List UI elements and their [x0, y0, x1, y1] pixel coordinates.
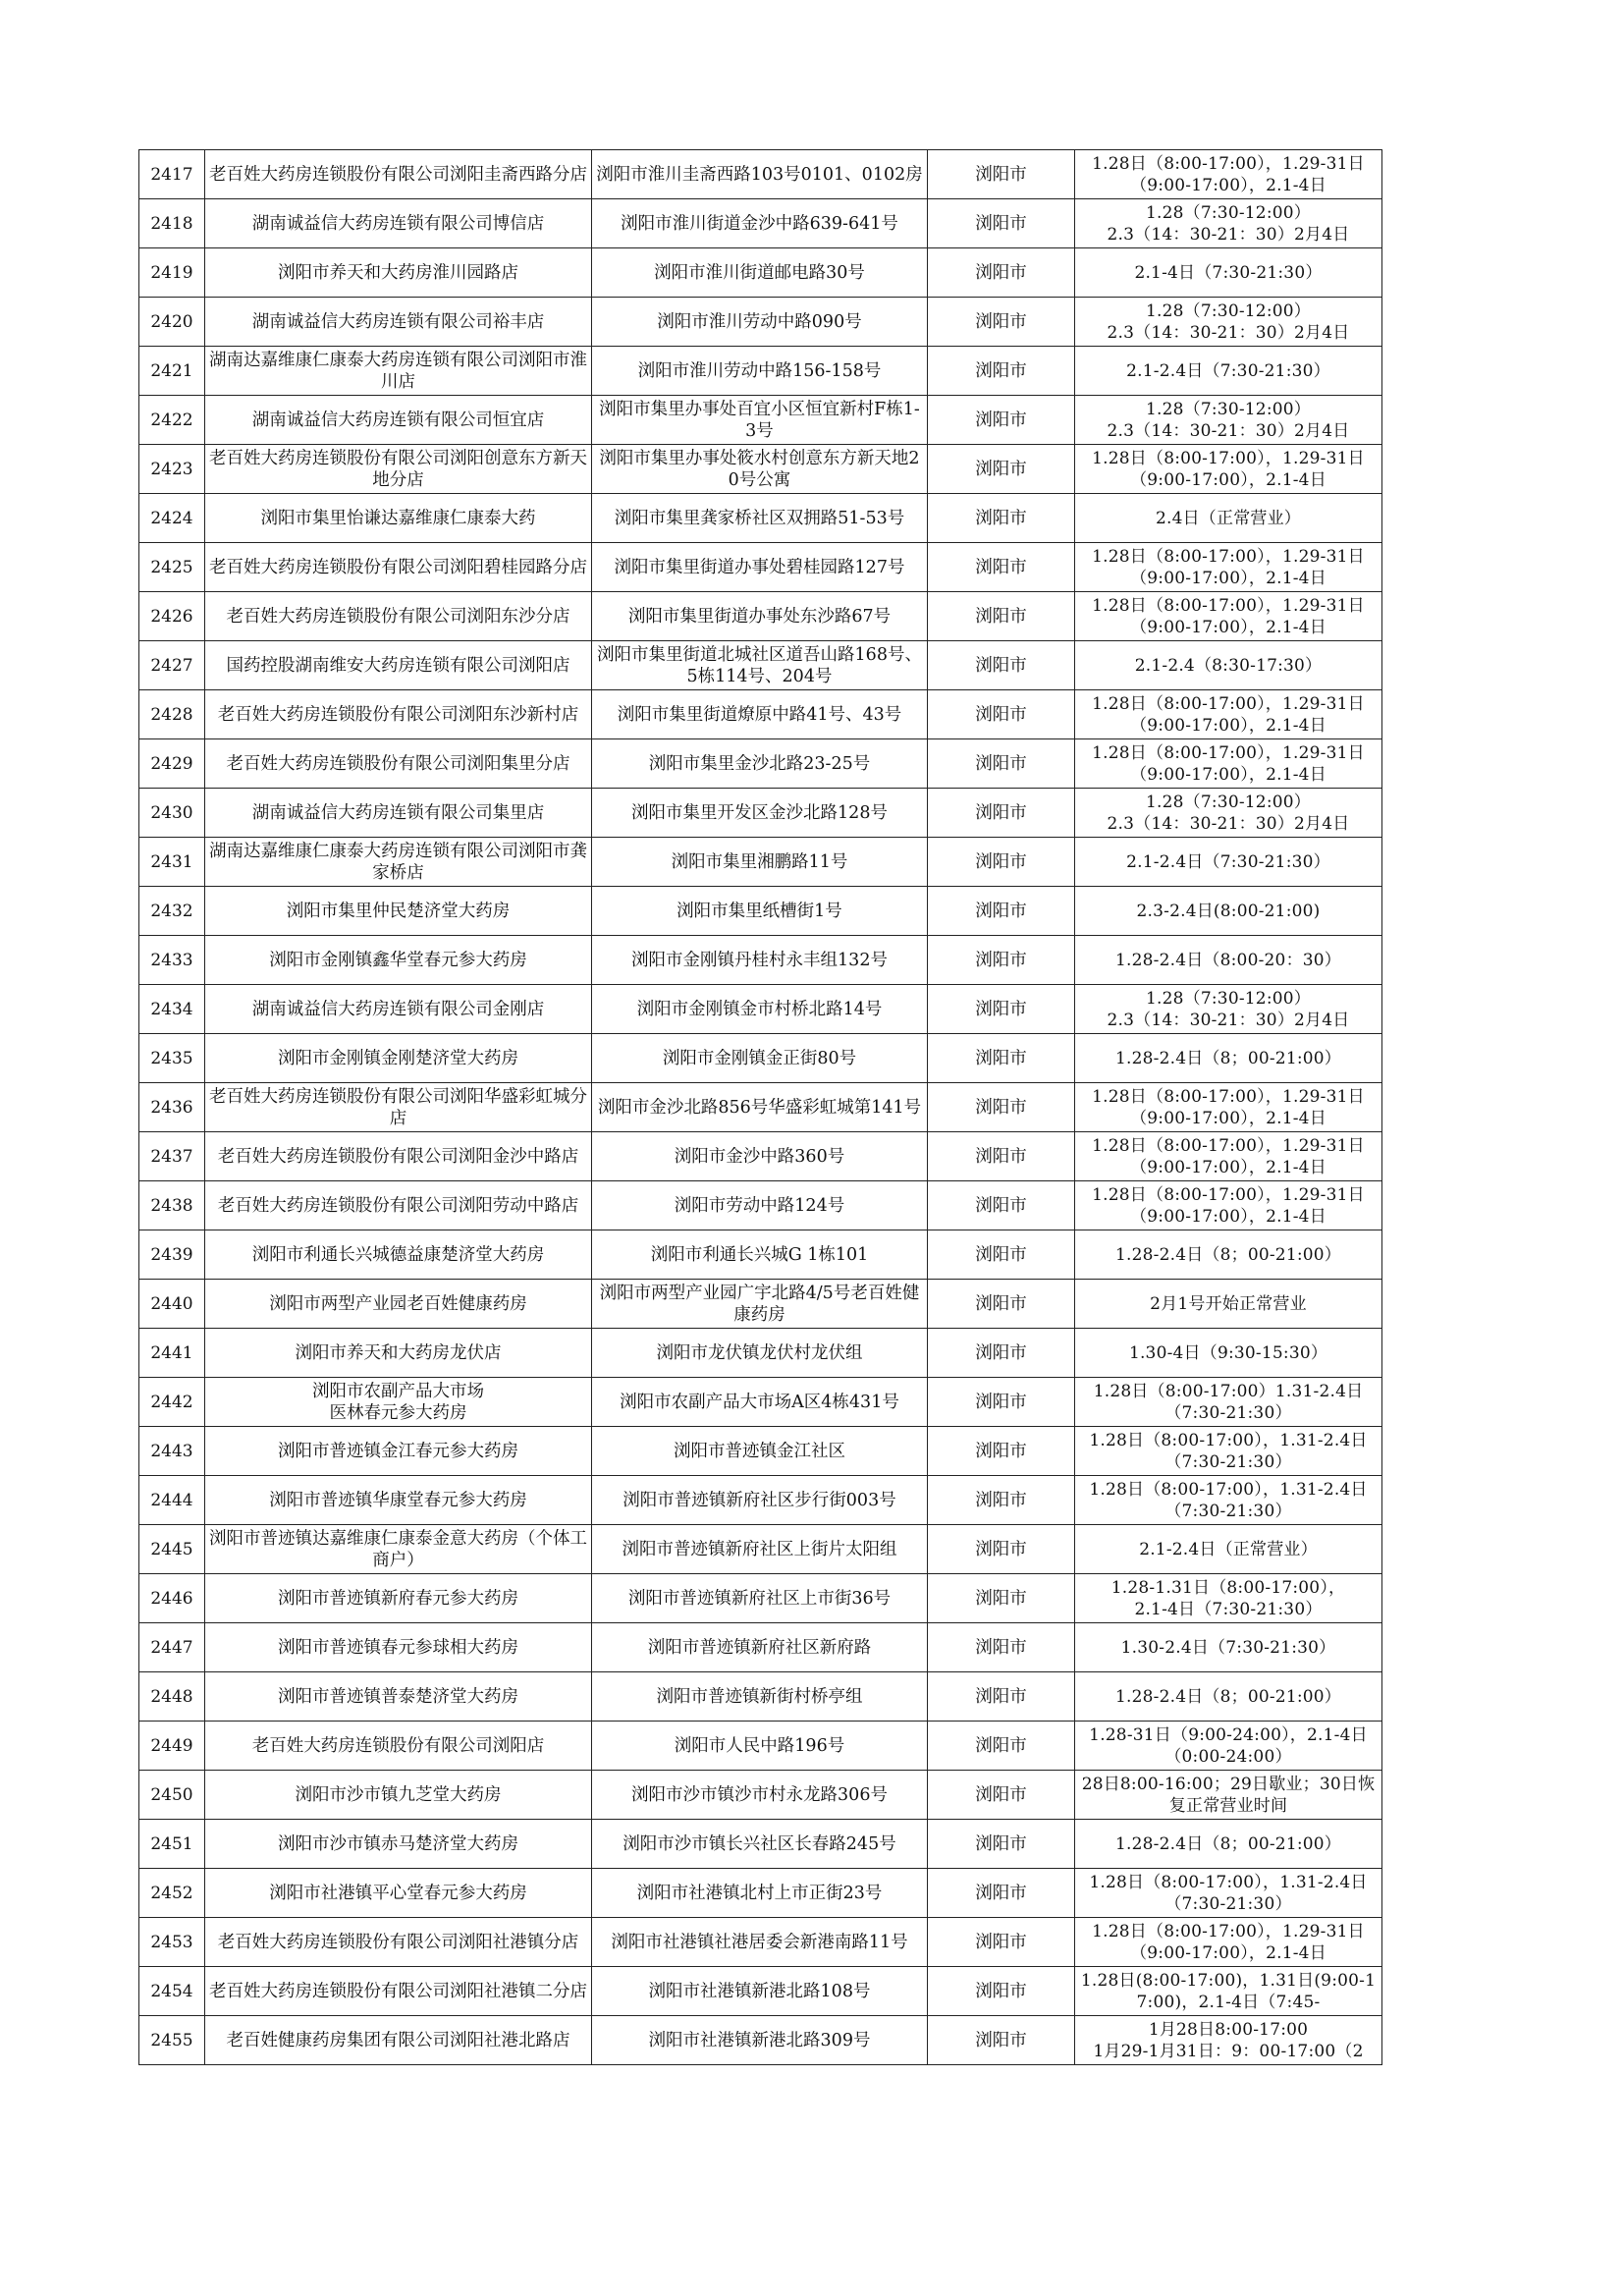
city-cell: 浏阳市	[928, 887, 1075, 936]
table-row	[139, 1230, 1382, 1280]
row-number: 2443	[139, 1427, 205, 1476]
city-cell: 浏阳市	[928, 739, 1075, 789]
business-hours: 1.28日（8:00-17:00），1.29-31日（9:00-17:00），2.1-4日	[1075, 445, 1382, 494]
pharmacy-name: 老百姓大药房连锁股份有限公司浏阳碧桂园路分店	[205, 543, 592, 592]
pharmacy-address: 浏阳市集里纸槽街1号	[592, 887, 928, 936]
business-hours: 1.28日（8:00-17:00），1.31-2.4日（7:30-21:30）	[1075, 1869, 1382, 1918]
pharmacy-name: 湖南诚益信大药房连锁有限公司金刚店	[205, 985, 592, 1034]
row-number: 2426	[139, 592, 205, 641]
table-body	[139, 150, 1382, 2065]
pharmacy-address: 浏阳市淮川街道邮电路30号	[592, 248, 928, 298]
pharmacy-name: 老百姓大药房连锁股份有限公司浏阳社港镇分店	[205, 1918, 592, 1967]
row-number: 2417	[139, 150, 205, 199]
pharmacy-address: 浏阳市社港镇北村上市正街23号	[592, 1869, 928, 1918]
table-row	[139, 1525, 1382, 1574]
row-number: 2431	[139, 838, 205, 887]
business-hours: 2.3-2.4日(8:00-21:00)	[1075, 887, 1382, 936]
pharmacy-name: 老百姓大药房连锁股份有限公司浏阳劳动中路店	[205, 1181, 592, 1230]
pharmacy-name: 浏阳市两型产业园老百姓健康药房	[205, 1280, 592, 1329]
row-number: 2441	[139, 1329, 205, 1378]
table-row	[139, 1918, 1382, 1967]
pharmacy-table	[138, 149, 1382, 2065]
business-hours: 1.28日（8:00-17:00），1.29-31日（9:00-17:00），2.1-4日	[1075, 150, 1382, 199]
city-cell: 浏阳市	[928, 396, 1075, 445]
pharmacy-name: 浏阳市普迹镇春元参球相大药房	[205, 1623, 592, 1672]
business-hours: 1.28（7:30-12:00） 2.3（14：30-21：30）2月4日	[1075, 985, 1382, 1034]
pharmacy-name: 浏阳市养天和大药房淮川园路店	[205, 248, 592, 298]
row-number: 2438	[139, 1181, 205, 1230]
table-row	[139, 838, 1382, 887]
pharmacy-address: 浏阳市劳动中路124号	[592, 1181, 928, 1230]
row-number: 2451	[139, 1820, 205, 1869]
row-number: 2422	[139, 396, 205, 445]
business-hours: 1.28（7:30-12:00） 2.3（14：30-21：30）2月4日	[1075, 789, 1382, 838]
table-row	[139, 1181, 1382, 1230]
city-cell: 浏阳市	[928, 445, 1075, 494]
table-row	[139, 298, 1382, 347]
pharmacy-address: 浏阳市集里开发区金沙北路128号	[592, 789, 928, 838]
row-number: 2449	[139, 1722, 205, 1771]
pharmacy-name: 老百姓大药房连锁股份有限公司浏阳创意东方新天地分店	[205, 445, 592, 494]
city-cell: 浏阳市	[928, 1574, 1075, 1623]
pharmacy-address: 浏阳市普迹镇金江社区	[592, 1427, 928, 1476]
pharmacy-name: 浏阳市利通长兴城德益康楚济堂大药房	[205, 1230, 592, 1280]
city-cell: 浏阳市	[928, 1476, 1075, 1525]
pharmacy-address: 浏阳市社港镇新港北路309号	[592, 2016, 928, 2065]
pharmacy-address: 浏阳市金刚镇金正街80号	[592, 1034, 928, 1083]
row-number: 2428	[139, 690, 205, 739]
pharmacy-name: 浏阳市普迹镇普泰楚济堂大药房	[205, 1672, 592, 1722]
table-row	[139, 248, 1382, 298]
business-hours: 1.28-2.4日（8:00-20：30）	[1075, 936, 1382, 985]
row-number: 2444	[139, 1476, 205, 1525]
city-cell: 浏阳市	[928, 1034, 1075, 1083]
pharmacy-address: 浏阳市金刚镇金市村桥北路14号	[592, 985, 928, 1034]
pharmacy-address: 浏阳市普迹镇新府社区步行街003号	[592, 1476, 928, 1525]
pharmacy-name: 湖南诚益信大药房连锁有限公司裕丰店	[205, 298, 592, 347]
business-hours: 1.28日（8:00-17:00），1.31-2.4日（7:30-21:30）	[1075, 1476, 1382, 1525]
city-cell: 浏阳市	[928, 1722, 1075, 1771]
pharmacy-name: 浏阳市养天和大药房龙伏店	[205, 1329, 592, 1378]
business-hours: 1.28（7:30-12:00） 2.3（14：30-21：30）2月4日	[1075, 298, 1382, 347]
city-cell: 浏阳市	[928, 985, 1075, 1034]
pharmacy-name: 浏阳市普迹镇金江春元参大药房	[205, 1427, 592, 1476]
row-number: 2450	[139, 1771, 205, 1820]
row-number: 2435	[139, 1034, 205, 1083]
row-number: 2419	[139, 248, 205, 298]
table-row	[139, 1132, 1382, 1181]
pharmacy-address: 浏阳市金沙北路856号华盛彩虹城第141号	[592, 1083, 928, 1132]
city-cell: 浏阳市	[928, 592, 1075, 641]
row-number: 2447	[139, 1623, 205, 1672]
city-cell: 浏阳市	[928, 1820, 1075, 1869]
business-hours: 1.28日（8:00-17:00），1.29-31日（9:00-17:00），2.1-4日	[1075, 543, 1382, 592]
pharmacy-address: 浏阳市普迹镇新府社区上市街36号	[592, 1574, 928, 1623]
business-hours: 2.1-2.4日（7:30-21:30）	[1075, 838, 1382, 887]
business-hours: 2.1-4日（7:30-21:30）	[1075, 248, 1382, 298]
table-row	[139, 887, 1382, 936]
business-hours: 2.4日（正常营业）	[1075, 494, 1382, 543]
row-number: 2424	[139, 494, 205, 543]
table-row	[139, 641, 1382, 690]
table-row	[139, 1034, 1382, 1083]
city-cell: 浏阳市	[928, 690, 1075, 739]
table-row	[139, 690, 1382, 739]
city-cell: 浏阳市	[928, 2016, 1075, 2065]
pharmacy-name: 湖南达嘉维康仁康泰大药房连锁有限公司浏阳市淮川店	[205, 347, 592, 396]
table-row	[139, 789, 1382, 838]
row-number: 2433	[139, 936, 205, 985]
city-cell: 浏阳市	[928, 936, 1075, 985]
pharmacy-address: 浏阳市集里湘鹏路11号	[592, 838, 928, 887]
business-hours: 1.28（7:30-12:00） 2.3（14：30-21：30）2月4日	[1075, 199, 1382, 248]
table-row	[139, 1427, 1382, 1476]
city-cell: 浏阳市	[928, 789, 1075, 838]
business-hours: 1.28-2.4日（8；00-21:00）	[1075, 1672, 1382, 1722]
pharmacy-name: 浏阳市金刚镇鑫华堂春元参大药房	[205, 936, 592, 985]
table-row	[139, 396, 1382, 445]
row-number: 2455	[139, 2016, 205, 2065]
pharmacy-name: 老百姓大药房连锁股份有限公司浏阳金沙中路店	[205, 1132, 592, 1181]
pharmacy-name: 浏阳市集里仲民楚济堂大药房	[205, 887, 592, 936]
business-hours: 1.28日（8:00-17:00），1.31-2.4日（7:30-21:30）	[1075, 1427, 1382, 1476]
table-row	[139, 592, 1382, 641]
pharmacy-name: 浏阳市金刚镇金刚楚济堂大药房	[205, 1034, 592, 1083]
city-cell: 浏阳市	[928, 1967, 1075, 2016]
pharmacy-address: 浏阳市普迹镇新街村桥亭组	[592, 1672, 928, 1722]
table-row	[139, 985, 1382, 1034]
pharmacy-name: 湖南达嘉维康仁康泰大药房连锁有限公司浏阳市龚家桥店	[205, 838, 592, 887]
row-number: 2423	[139, 445, 205, 494]
pharmacy-address: 浏阳市集里办事处百宜小区恒宜新村F栋1-3号	[592, 396, 928, 445]
table-row	[139, 1722, 1382, 1771]
pharmacy-name: 国药控股湖南维安大药房连锁有限公司浏阳店	[205, 641, 592, 690]
business-hours: 1.28日（8:00-17:00），1.29-31日（9:00-17:00），2.1-4日	[1075, 690, 1382, 739]
row-number: 2418	[139, 199, 205, 248]
row-number: 2425	[139, 543, 205, 592]
row-number: 2437	[139, 1132, 205, 1181]
table-row	[139, 1476, 1382, 1525]
city-cell: 浏阳市	[928, 248, 1075, 298]
row-number: 2421	[139, 347, 205, 396]
business-hours: 1.28日（8:00-17:00）1.31-2.4日（7:30-21:30）	[1075, 1378, 1382, 1427]
pharmacy-address: 浏阳市沙市镇沙市村永龙路306号	[592, 1771, 928, 1820]
city-cell: 浏阳市	[928, 1869, 1075, 1918]
city-cell: 浏阳市	[928, 1378, 1075, 1427]
table-row	[139, 1623, 1382, 1672]
pharmacy-name: 浏阳市普迹镇达嘉维康仁康泰金意大药房（个体工商户）	[205, 1525, 592, 1574]
city-cell: 浏阳市	[928, 150, 1075, 199]
pharmacy-address: 浏阳市利通长兴城G 1栋101	[592, 1230, 928, 1280]
pharmacy-address: 浏阳市集里街道办事处碧桂园路127号	[592, 543, 928, 592]
city-cell: 浏阳市	[928, 1918, 1075, 1967]
business-hours: 1.28日(8:00-17:00)，1.31日(9:00-17:00)，2.1-4日（7:45-	[1075, 1967, 1382, 2016]
business-hours: 2.1-2.4日（7:30-21:30）	[1075, 347, 1382, 396]
document-page	[138, 149, 1381, 2065]
row-number: 2453	[139, 1918, 205, 1967]
pharmacy-address: 浏阳市龙伏镇龙伏村龙伏组	[592, 1329, 928, 1378]
row-number: 2427	[139, 641, 205, 690]
table-row	[139, 1672, 1382, 1722]
pharmacy-name: 老百姓大药房连锁股份有限公司浏阳东沙新村店	[205, 690, 592, 739]
business-hours: 1.28-31日（9:00-24:00），2.1-4日（0:00-24:00）	[1075, 1722, 1382, 1771]
business-hours: 1.28-2.4日（8；00-21:00）	[1075, 1230, 1382, 1280]
row-number: 2429	[139, 739, 205, 789]
table-row	[139, 1967, 1382, 2016]
business-hours: 1.28日（8:00-17:00），1.29-31日（9:00-17:00），2.1-4日	[1075, 1181, 1382, 1230]
row-number: 2448	[139, 1672, 205, 1722]
table-row	[139, 1329, 1382, 1378]
city-cell: 浏阳市	[928, 543, 1075, 592]
table-row	[139, 543, 1382, 592]
row-number: 2454	[139, 1967, 205, 2016]
table-row	[139, 739, 1382, 789]
business-hours: 1.30-4日（9:30-15:30）	[1075, 1329, 1382, 1378]
city-cell: 浏阳市	[928, 347, 1075, 396]
pharmacy-name: 浏阳市沙市镇九芝堂大药房	[205, 1771, 592, 1820]
pharmacy-address: 浏阳市沙市镇长兴社区长春路245号	[592, 1820, 928, 1869]
pharmacy-name: 老百姓大药房连锁股份有限公司浏阳华盛彩虹城分店	[205, 1083, 592, 1132]
table-row	[139, 347, 1382, 396]
business-hours: 1.28日（8:00-17:00），1.29-31日（9:00-17:00），2.1-4日	[1075, 739, 1382, 789]
table-row	[139, 445, 1382, 494]
business-hours: 1.28-2.4日（8；00-21:00）	[1075, 1034, 1382, 1083]
pharmacy-name: 浏阳市沙市镇赤马楚济堂大药房	[205, 1820, 592, 1869]
city-cell: 浏阳市	[928, 1525, 1075, 1574]
row-number: 2440	[139, 1280, 205, 1329]
city-cell: 浏阳市	[928, 1427, 1075, 1476]
pharmacy-address: 浏阳市淮川劳动中路090号	[592, 298, 928, 347]
row-number: 2420	[139, 298, 205, 347]
pharmacy-name: 老百姓健康药房集团有限公司浏阳社港北路店	[205, 2016, 592, 2065]
pharmacy-name: 老百姓大药房连锁股份有限公司浏阳社港镇二分店	[205, 1967, 592, 2016]
pharmacy-address: 浏阳市普迹镇新府社区新府路	[592, 1623, 928, 1672]
city-cell: 浏阳市	[928, 1083, 1075, 1132]
row-number: 2445	[139, 1525, 205, 1574]
pharmacy-address: 浏阳市集里金沙北路23-25号	[592, 739, 928, 789]
pharmacy-name: 老百姓大药房连锁股份有限公司浏阳店	[205, 1722, 592, 1771]
business-hours: 28日8:00-16:00；29日歇业；30日恢复正常营业时间	[1075, 1771, 1382, 1820]
pharmacy-address: 浏阳市淮川劳动中路156-158号	[592, 347, 928, 396]
business-hours: 1.30-2.4日（7:30-21:30）	[1075, 1623, 1382, 1672]
pharmacy-name: 浏阳市集里怡谦达嘉维康仁康泰大药	[205, 494, 592, 543]
pharmacy-address: 浏阳市人民中路196号	[592, 1722, 928, 1771]
table-row	[139, 1280, 1382, 1329]
city-cell: 浏阳市	[928, 298, 1075, 347]
business-hours: 2.1-2.4（8:30-17:30）	[1075, 641, 1382, 690]
table-row	[139, 1771, 1382, 1820]
table-row	[139, 1869, 1382, 1918]
pharmacy-name: 浏阳市农副产品大市场 医林春元参大药房	[205, 1378, 592, 1427]
business-hours: 1.28-1.31日（8:00-17:00）， 2.1-4日（7:30-21:30）	[1075, 1574, 1382, 1623]
table-row	[139, 199, 1382, 248]
pharmacy-name: 湖南诚益信大药房连锁有限公司恒宜店	[205, 396, 592, 445]
pharmacy-address: 浏阳市社港镇新港北路108号	[592, 1967, 928, 2016]
business-hours: 1.28日（8:00-17:00），1.29-31日（9:00-17:00），2.1-4日	[1075, 1132, 1382, 1181]
city-cell: 浏阳市	[928, 494, 1075, 543]
row-number: 2432	[139, 887, 205, 936]
city-cell: 浏阳市	[928, 1623, 1075, 1672]
table-row	[139, 150, 1382, 199]
city-cell: 浏阳市	[928, 1672, 1075, 1722]
city-cell: 浏阳市	[928, 1329, 1075, 1378]
row-number: 2434	[139, 985, 205, 1034]
pharmacy-address: 浏阳市集里街道燎原中路41号、43号	[592, 690, 928, 739]
pharmacy-address: 浏阳市普迹镇新府社区上街片太阳组	[592, 1525, 928, 1574]
city-cell: 浏阳市	[928, 1771, 1075, 1820]
pharmacy-address: 浏阳市社港镇社港居委会新港南路11号	[592, 1918, 928, 1967]
pharmacy-name: 湖南诚益信大药房连锁有限公司集里店	[205, 789, 592, 838]
table-row	[139, 1378, 1382, 1427]
pharmacy-name: 湖南诚益信大药房连锁有限公司博信店	[205, 199, 592, 248]
city-cell: 浏阳市	[928, 1230, 1075, 1280]
row-number: 2442	[139, 1378, 205, 1427]
business-hours: 1.28-2.4日（8；00-21:00）	[1075, 1820, 1382, 1869]
pharmacy-address: 浏阳市集里街道办事处东沙路67号	[592, 592, 928, 641]
pharmacy-name: 浏阳市普迹镇新府春元参大药房	[205, 1574, 592, 1623]
business-hours: 1.28日（8:00-17:00），1.29-31日（9:00-17:00），2.1-4日	[1075, 592, 1382, 641]
pharmacy-address: 浏阳市集里办事处筱水村创意东方新天地20号公寓	[592, 445, 928, 494]
table-row	[139, 494, 1382, 543]
pharmacy-address: 浏阳市淮川圭斋西路103号0101、0102房	[592, 150, 928, 199]
business-hours: 2月1号开始正常营业	[1075, 1280, 1382, 1329]
city-cell: 浏阳市	[928, 199, 1075, 248]
pharmacy-address: 浏阳市农副产品大市场A区4栋431号	[592, 1378, 928, 1427]
table-row	[139, 1574, 1382, 1623]
row-number: 2446	[139, 1574, 205, 1623]
pharmacy-name: 浏阳市普迹镇华康堂春元参大药房	[205, 1476, 592, 1525]
pharmacy-address: 浏阳市金刚镇丹桂村永丰组132号	[592, 936, 928, 985]
city-cell: 浏阳市	[928, 1181, 1075, 1230]
pharmacy-name: 老百姓大药房连锁股份有限公司浏阳圭斋西路分店	[205, 150, 592, 199]
pharmacy-name: 老百姓大药房连锁股份有限公司浏阳集里分店	[205, 739, 592, 789]
table-row	[139, 936, 1382, 985]
row-number: 2430	[139, 789, 205, 838]
row-number: 2439	[139, 1230, 205, 1280]
pharmacy-address: 浏阳市两型产业园广宇北路4/5号老百姓健康药房	[592, 1280, 928, 1329]
pharmacy-name: 浏阳市社港镇平心堂春元参大药房	[205, 1869, 592, 1918]
pharmacy-name: 老百姓大药房连锁股份有限公司浏阳东沙分店	[205, 592, 592, 641]
table-row	[139, 2016, 1382, 2065]
row-number: 2452	[139, 1869, 205, 1918]
business-hours: 1.28日（8:00-17:00），1.29-31日（9:00-17:00），2.1-4日	[1075, 1918, 1382, 1967]
pharmacy-address: 浏阳市集里龚家桥社区双拥路51-53号	[592, 494, 928, 543]
city-cell: 浏阳市	[928, 1132, 1075, 1181]
city-cell: 浏阳市	[928, 1280, 1075, 1329]
business-hours: 1.28日（8:00-17:00），1.29-31日（9:00-17:00），2.1-4日	[1075, 1083, 1382, 1132]
city-cell: 浏阳市	[928, 838, 1075, 887]
city-cell: 浏阳市	[928, 641, 1075, 690]
table-row	[139, 1083, 1382, 1132]
pharmacy-address: 浏阳市淮川街道金沙中路639-641号	[592, 199, 928, 248]
pharmacy-address: 浏阳市集里街道北城社区道吾山路168号、5栋114号、204号	[592, 641, 928, 690]
business-hours: 2.1-2.4日（正常营业）	[1075, 1525, 1382, 1574]
table-row	[139, 1820, 1382, 1869]
business-hours: 1月28日8:00-17:00 1月29-1月31日：9：00-17:00（2	[1075, 2016, 1382, 2065]
business-hours: 1.28（7:30-12:00） 2.3（14：30-21：30）2月4日	[1075, 396, 1382, 445]
row-number: 2436	[139, 1083, 205, 1132]
pharmacy-address: 浏阳市金沙中路360号	[592, 1132, 928, 1181]
